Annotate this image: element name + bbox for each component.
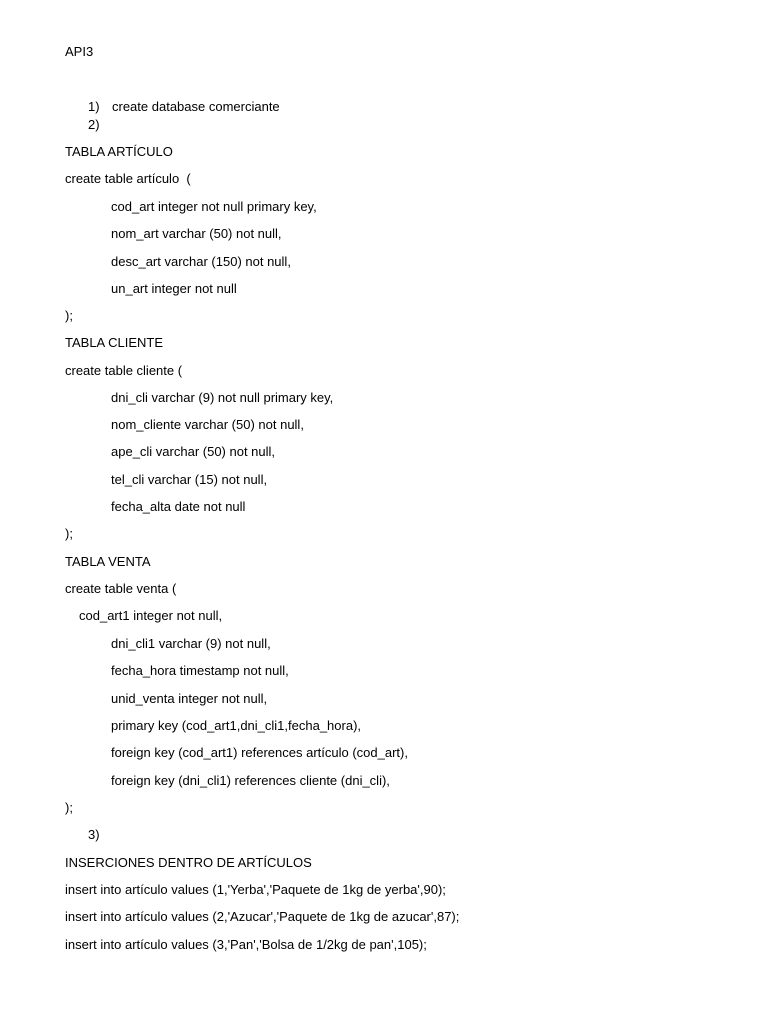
heading-tabla-cliente: TABLA CLIENTE — [65, 335, 164, 350]
heading-tabla-articulo: TABLA ARTÍCULO — [65, 144, 173, 159]
list-number-1: 1) — [88, 99, 100, 114]
code-line: desc_art varchar (150) not null, — [111, 254, 291, 269]
code-line: create table artículo ( — [65, 171, 191, 186]
code-line: create table cliente ( — [65, 363, 183, 378]
code-line: ); — [65, 800, 73, 815]
code-line: tel_cli varchar (15) not null, — [111, 472, 268, 487]
code-line: insert into artículo values (1,'Yerba','Paquete de 1kg de yerba',90); — [65, 882, 446, 897]
code-line: cod_art integer not null primary key, — [111, 199, 317, 214]
code-line: fecha_alta date not null — [111, 499, 246, 514]
code-line: primary key (cod_art1,dni_cli1,fecha_hora), — [111, 718, 362, 733]
code-line: cod_art1 integer not null, — [79, 608, 223, 623]
code-line: insert into artículo values (2,'Azucar','Paquete de 1kg de azucar',87); — [65, 909, 460, 924]
doc-title: API3 — [65, 44, 94, 59]
code-line: ); — [65, 526, 73, 541]
heading-tabla-venta: TABLA VENTA — [65, 554, 151, 569]
code-line: create table venta ( — [65, 581, 177, 596]
code-line: nom_art varchar (50) not null, — [111, 226, 282, 241]
list-number-2: 2) — [88, 117, 100, 132]
code-line: nom_cliente varchar (50) not null, — [111, 417, 304, 432]
heading-inserciones: INSERCIONES DENTRO DE ARTÍCULOS — [65, 855, 312, 870]
list-number-3: 3) — [88, 827, 100, 842]
code-line: ape_cli varchar (50) not null, — [111, 444, 276, 459]
code-line: un_art integer not null — [111, 281, 237, 296]
code-line: ); — [65, 308, 73, 323]
code-line: dni_cli varchar (9) not null primary key, — [111, 390, 334, 405]
code-line: dni_cli1 varchar (9) not null, — [111, 636, 271, 651]
code-line: foreign key (dni_cli1) references cliente (dni_cli), — [111, 773, 390, 788]
code-line: foreign key (cod_art1) references artículo (cod_art), — [111, 745, 408, 760]
list-item-1: create database comerciante — [112, 99, 280, 114]
code-line: unid_venta integer not null, — [111, 691, 268, 706]
code-line: fecha_hora timestamp not null, — [111, 663, 289, 678]
code-line: insert into artículo values (3,'Pan','Bolsa de 1/2kg de pan',105); — [65, 937, 427, 952]
